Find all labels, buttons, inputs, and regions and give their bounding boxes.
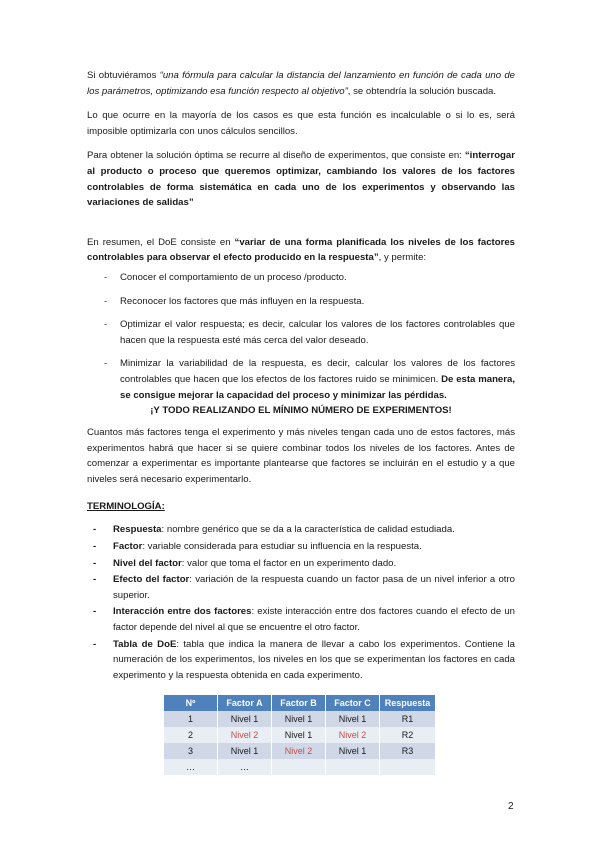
paragraph-doe-definition: Para obtener la solución óptima se recurre al diseño de experimentos, que consiste en: “interrogar al producto o proceso que queremos optimizar, cambiando los valores de los factores controlables de forma sistemática en cada uno de los experimentos y observando las variaciones de salidas”: [87, 150, 515, 209]
list-item: - Minimizar la variabilidad de la respuesta, es decir, calcular los valores de los factores controlables que hacen que los efectos de los factores ruido se minimicen. De esta manera, se consigue mejorar la capacidad del proceso y minimizar las pérdidas.: [87, 356, 515, 403]
doe-benefits-list: [87, 270, 515, 403]
header-factor-c: Factor C: [326, 695, 380, 711]
table-cell: R2: [380, 727, 436, 743]
paragraph-incalculable: Lo que ocurre en la mayoría de los casos es que esta función es incalculable o si lo es, será imposible optimizarla con unos cálculos sencillos.: [87, 110, 515, 137]
table-cell: [326, 759, 380, 775]
table-cell: R1: [380, 711, 436, 727]
table-header-row: [164, 695, 436, 711]
doe-table: [164, 695, 436, 775]
list-item: - Efecto del factor: variación de la respuesta cuando un factor pasa de un nivel inferior a otro superior.: [87, 572, 515, 603]
paragraph-formula: Si obtuviéramos “una fórmula para calcular la distancia del lanzamiento en función de cada uno de los parámetros, optimizando esa función respecto al objetivo”, se obtendría la solución buscada.: [87, 70, 516, 97]
list-item: - Nivel del factor: valor que toma el factor en un experimento dado.: [87, 556, 515, 572]
table-cell-highlight: Nivel 2: [272, 743, 326, 759]
table-cell: 1: [164, 711, 218, 727]
paragraph-factors-levels: Cuantos más factores tenga el experimento y más niveles tengan cada uno de estos factores, más experimentos habrá que hacer si se quiere combinar todos los niveles de los factores. Antes de comenzar a experimentar es importante plantearse que factores se incluirán en el estudio y a que niveles será necesario experimentarlo.: [87, 427, 515, 485]
table-cell: Nivel 1: [326, 711, 380, 727]
table-cell-highlight: Nivel 2: [326, 727, 380, 743]
paragraph-doe-summary: En resumen, el DoE consiste en “variar de una forma planificada los niveles de los factores controlables para observar el efecto producido en la respuesta”, y permite:: [87, 236, 515, 264]
header-n: Nº: [164, 695, 218, 711]
table-cell: Nivel 1: [272, 727, 326, 743]
list-item: - Tabla de DoE: tabla que indica la manera de llevar a cabo los experimentos. Contiene la numeración de los experimentos, los niveles en los que se experimentan los factores en cada experimento y la respuesta obtenida en cada experimento.: [87, 637, 515, 684]
terminology-list: [87, 522, 515, 683]
list-item: - Optimizar el valor respuesta; es decir, calcular los valores de los factores controlables que hacen que la respuesta esté más cerca del valor deseado.: [87, 317, 515, 348]
table-cell: R3: [380, 743, 436, 759]
table-cell: [272, 759, 326, 775]
table-cell: Nivel 1: [218, 743, 272, 759]
table-row: [164, 759, 436, 775]
table-cell: Nivel 1: [218, 711, 272, 727]
list-item: - Conocer el comportamiento de un proceso /producto.: [87, 270, 515, 286]
list-item: - Factor: variable considerada para estudiar su influencia en la respuesta.: [87, 539, 515, 555]
list-item: - Respuesta: nombre genérico que se da a la característica de calidad estudiada.: [87, 522, 515, 538]
table-cell: …: [164, 759, 218, 775]
table-row: [164, 727, 436, 743]
table-row: [164, 743, 436, 759]
header-respuesta: Respuesta: [380, 695, 436, 711]
table-cell: [380, 759, 436, 775]
terminology-heading: TERMINOLOGÍA:: [87, 501, 165, 513]
table-cell: Nivel 1: [326, 743, 380, 759]
header-factor-a: Factor A: [218, 695, 272, 711]
table-cell-highlight: Nivel 2: [218, 727, 272, 743]
table-row: [164, 711, 436, 727]
page-number: 2: [508, 801, 514, 812]
document-body: [87, 68, 515, 775]
highlight-statement: ¡Y TODO REALIZANDO EL MÍNIMO NÚMERO DE EXPERIMENTOS!: [150, 405, 452, 417]
table-cell: 3: [164, 743, 218, 759]
list-item: - Reconocer los factores que más influyen en la respuesta.: [87, 294, 515, 310]
list-item: - Interacción entre dos factores: existe interacción entre dos factores cuando el efecto de un factor depende del nivel al que se encuentre el otro factor.: [87, 604, 515, 635]
header-factor-b: Factor B: [272, 695, 326, 711]
table-cell: 2: [164, 727, 218, 743]
table-cell: …: [218, 759, 272, 775]
table-cell: Nivel 1: [272, 711, 326, 727]
